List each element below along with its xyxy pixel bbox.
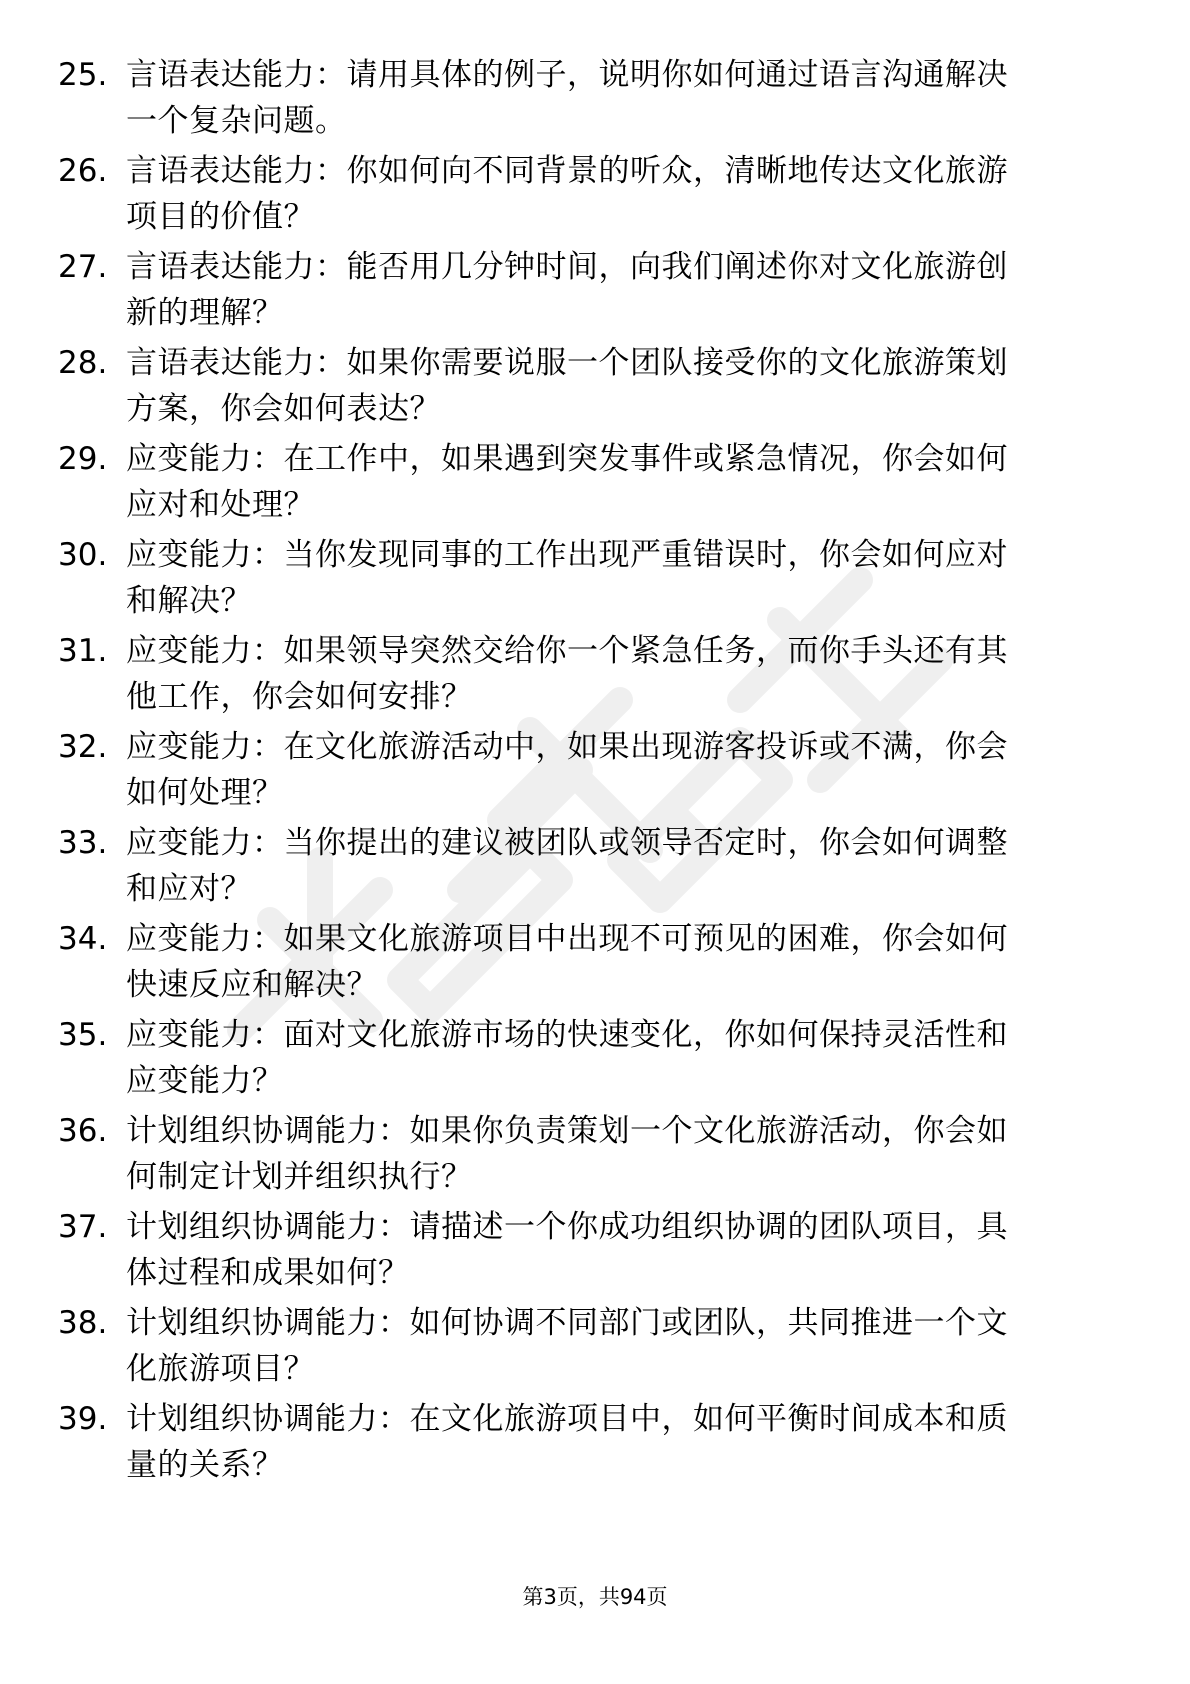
- question-item: [58, 532, 1118, 642]
- question-item: [58, 724, 1118, 834]
- question-text: [126, 532, 1168, 624]
- question-line: 项目的价值？: [126, 199, 315, 235]
- question-text: [126, 916, 1168, 1008]
- question-number: 28.: [58, 345, 108, 381]
- question-number: 26.: [58, 153, 108, 189]
- question-line: 应变能力：在文化旅游活动中，如果出现游客投诉或不满，你会: [126, 729, 1008, 765]
- question-number: 35.: [58, 1017, 108, 1053]
- question-text: [126, 148, 1168, 240]
- question-line: 言语表达能力：请用具体的例子，说明你如何通过语言沟通解决: [126, 57, 1008, 93]
- question-item: [58, 1396, 1118, 1506]
- question-line: 应变能力：当你提出的建议被团队或领导否定时，你会如何调整: [126, 825, 1008, 861]
- question-line: 应变能力：如果领导突然交给你一个紧急任务，而你手头还有其: [126, 633, 1008, 669]
- question-text: [126, 52, 1168, 144]
- question-number: 27.: [58, 249, 108, 285]
- question-item: [58, 1204, 1118, 1314]
- question-text: [126, 820, 1168, 912]
- question-line: 言语表达能力：如果你需要说服一个团队接受你的文化旅游策划: [126, 345, 1008, 381]
- question-line: 计划组织协调能力：在文化旅游项目中，如何平衡时间成本和质: [126, 1401, 1008, 1437]
- question-line: 计划组织协调能力：如果你负责策划一个文化旅游活动，你会如: [126, 1113, 1008, 1149]
- question-line: 何制定计划并组织执行？: [126, 1159, 473, 1195]
- question-line: 言语表达能力：能否用几分钟时间，向我们阐述你对文化旅游创: [126, 249, 1008, 285]
- question-line: 一个复杂问题。: [126, 103, 347, 139]
- question-line: 言语表达能力：你如何向不同背景的听众，清晰地传达文化旅游: [126, 153, 1008, 189]
- question-number: 38.: [58, 1305, 108, 1341]
- question-line: 体过程和成果如何？: [126, 1255, 410, 1291]
- question-text: [126, 724, 1168, 816]
- question-number: 32.: [58, 729, 108, 765]
- question-item: [58, 148, 1118, 258]
- question-line: 他工作，你会如何安排？: [126, 679, 473, 715]
- question-line: 应变能力：在工作中，如果遇到突发事件或紧急情况，你会如何: [126, 441, 1008, 477]
- question-text: [126, 340, 1168, 432]
- question-number: 34.: [58, 921, 108, 957]
- question-item: [58, 436, 1118, 546]
- question-line: 计划组织协调能力：如何协调不同部门或团队，共同推进一个文: [126, 1305, 1008, 1341]
- question-text: [126, 1012, 1168, 1104]
- question-line: 应对和处理？: [126, 487, 315, 523]
- question-line: 化旅游项目？: [126, 1351, 315, 1387]
- question-item: [58, 52, 1118, 162]
- page-number-label: 第3页，共94页: [522, 1585, 668, 1609]
- question-line: 应变能力：如果文化旅游项目中出现不可预见的困难，你会如何: [126, 921, 1008, 957]
- question-number: 37.: [58, 1209, 108, 1245]
- question-number: 33.: [58, 825, 108, 861]
- question-line: 应变能力：面对文化旅游市场的快速变化，你如何保持灵活性和: [126, 1017, 1008, 1053]
- question-text: [126, 1108, 1168, 1200]
- question-item: [58, 628, 1118, 738]
- question-line: 如何处理？: [126, 775, 284, 811]
- question-line: 方案，你会如何表达？: [126, 391, 441, 427]
- question-line: 快速反应和解决？: [126, 967, 378, 1003]
- question-item: [58, 916, 1118, 1026]
- question-item: [58, 244, 1118, 354]
- question-text: [126, 628, 1168, 720]
- question-line: 和应对？: [126, 871, 252, 907]
- question-text: [126, 1300, 1168, 1392]
- question-number: 25.: [58, 57, 108, 93]
- question-text: [126, 436, 1168, 528]
- question-item: [58, 820, 1118, 930]
- question-line: 应变能力：当你发现同事的工作出现严重错误时，你会如何应对: [126, 537, 1008, 573]
- question-number: 30.: [58, 537, 108, 573]
- question-text: [126, 1396, 1168, 1488]
- question-item: [58, 1012, 1118, 1122]
- question-item: [58, 1300, 1118, 1410]
- question-number: 29.: [58, 441, 108, 477]
- question-number: 39.: [58, 1401, 108, 1437]
- question-item: [58, 1108, 1118, 1218]
- question-text: [126, 1204, 1168, 1296]
- question-line: 新的理解？: [126, 295, 284, 331]
- question-line: 应变能力？: [126, 1063, 284, 1099]
- question-number: 36.: [58, 1113, 108, 1149]
- question-item: [58, 340, 1118, 450]
- question-line: 和解决？: [126, 583, 252, 619]
- question-number: 31.: [58, 633, 108, 669]
- question-text: [126, 244, 1168, 336]
- question-line: 计划组织协调能力：请描述一个你成功组织协调的团队项目，具: [126, 1209, 1008, 1245]
- question-line: 量的关系？: [126, 1447, 284, 1483]
- page-footer: [0, 1582, 1190, 1612]
